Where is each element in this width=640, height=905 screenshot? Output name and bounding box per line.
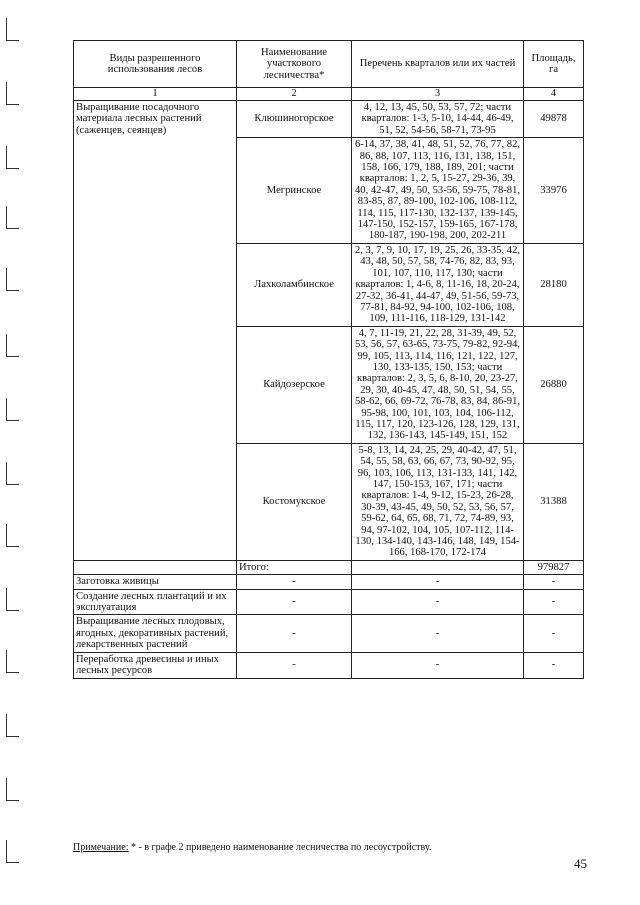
quarters-cell: 5-8, 13, 14, 24, 25, 29, 40-42, 47, 51, 54, 55, 58, 63, 66, 67, 73, 90-92, 95, 96, 103, 106, 113, 131-133, 141, 142, 147, 150-153, 167, 171; части кварталов: 1-4, 9-12, 15-23, 26-28, 30-39, 43-45, 49, 50, 52, 53, 56, 57, 59-62, 64, 65, 68, 71, 72, 74-89, 93, 94, 97-102, 104, 105, 107-112, 114-130, 134-140, 143-146, 148, 149, 154-166, 168-170, 172-174 (352, 443, 524, 560)
header-forestry: Наименование участкового лесничества* (237, 41, 352, 88)
dash-cell: - (237, 652, 352, 678)
forestry-cell: Кайдозерское (237, 326, 352, 443)
header-area: Площадь, га (524, 41, 584, 88)
table-row (74, 652, 584, 678)
dash-cell: - (352, 589, 524, 615)
quarters-cell: 4, 12, 13, 45, 50, 53, 57, 72; части кварталов: 1-3, 5-10, 14-44, 46-49, 51, 52, 54-56, 58-71, 73-95 (352, 101, 524, 138)
dash-cell: - (352, 575, 524, 589)
total-label: Итого: (237, 560, 352, 574)
usage-cell: Заготовка живицы (74, 575, 237, 589)
col-number: 2 (237, 88, 352, 101)
quarters-cell: 4, 7, 11-19, 21, 22, 28, 31-39, 49, 52, 53, 56, 57, 63-65, 73-75, 79-82, 92-94, 99, 105, 113, 114, 116, 121, 122, 127, 130, 133-135, 150, 153; части кварталов: 2, 3, 5, 6, 8-10, 20, 23-27, 29, 30, 40-45, 47, 48, 50, 51, 54, 55, 58-62, 66, 69-72, 76-78, 83, 84, 86-91, 95-98, 100, 101, 103, 104, 106-112, 115, 117, 120, 123-126, 128, 129, 131, 132, 136-143, 145-149, 151, 152 (352, 326, 524, 443)
binding-marks (6, 0, 20, 905)
header-quarters: Перечень кварталов или их частей (352, 41, 524, 88)
column-number-row (74, 88, 584, 101)
area-cell: 49878 (524, 101, 584, 138)
dash-cell: - (237, 575, 352, 589)
page-number: 45 (574, 856, 587, 871)
dash-cell: - (524, 615, 584, 652)
quarters-cell: 2, 3, 7, 9, 10, 17, 19, 25, 26, 33-35, 42, 43, 48, 50, 57, 58, 74-76, 82, 83, 93, 101, 107, 110, 117, 130; части кварталов: 1, 4-6, 8, 11-16, 18, 20-24, 27-32, 36-41, 44-47, 49, 51-56, 59-73, 77-81, 84-92, 94-100, 102-106, 108, 109, 111-116, 118-129, 131-142 (352, 243, 524, 326)
col-number: 1 (74, 88, 237, 101)
area-cell: 28180 (524, 243, 584, 326)
empty-cell (74, 560, 237, 574)
total-row (74, 560, 584, 574)
total-area: 979827 (524, 560, 584, 574)
usage-cell: Создание лесных плантаций и их эксплуатация (74, 589, 237, 615)
forestry-cell: Костомукское (237, 443, 352, 560)
table-row (74, 575, 584, 589)
forestry-cell: Мегринское (237, 138, 352, 244)
table-row (74, 615, 584, 652)
empty-cell (352, 560, 524, 574)
dash-cell: - (524, 589, 584, 615)
dash-cell: - (237, 589, 352, 615)
area-cell: 33976 (524, 138, 584, 244)
header-usage: Виды разрешенного использования лесов (74, 41, 237, 88)
table-row (74, 589, 584, 615)
dash-cell: - (352, 652, 524, 678)
quarters-cell: 6-14, 37, 38, 41, 48, 51, 52, 76, 77, 82, 86, 88, 107, 113, 116, 131, 138, 151, 158, 166, 179, 188, 189, 201; части кварталов: 1, 2, 5, 15-27, 29-36, 39, 40, 42-47, 49, 50, 53-56, 59-75, 78-81, 83-85, 87, 89-100, 102-106, 108-112, 114, 115, 117-130, 132-137, 139-145, 147-150, 152-157, 159-165, 167-178, 180-187, 190-198, 200, 202-211 (352, 138, 524, 244)
area-cell: 31388 (524, 443, 584, 560)
col-number: 3 (352, 88, 524, 101)
dash-cell: - (237, 615, 352, 652)
footnote-text: * - в графе 2 приведено наименование лесничества по лесоустройству. (128, 842, 432, 853)
forestry-cell: Клюшиногорское (237, 101, 352, 138)
footnote (73, 842, 431, 854)
dash-cell: - (524, 652, 584, 678)
usage-cell: Выращивание посадочного материала лесных растений (саженцев, сеянцев) (74, 101, 237, 561)
col-number: 4 (524, 88, 584, 101)
area-cell: 26880 (524, 326, 584, 443)
footnote-label: Примечание: (73, 842, 129, 853)
dash-cell: - (524, 575, 584, 589)
dash-cell: - (352, 615, 524, 652)
usage-cell: Переработка древесины и иных лесных ресурсов (74, 652, 237, 678)
header-row (74, 41, 584, 88)
table-row (74, 101, 584, 138)
forestry-cell: Лахколамбинское (237, 243, 352, 326)
usage-cell: Выращивание лесных плодовых, ягодных, декоративных растений, лекарственных растений (74, 615, 237, 652)
forest-use-table (73, 40, 584, 679)
